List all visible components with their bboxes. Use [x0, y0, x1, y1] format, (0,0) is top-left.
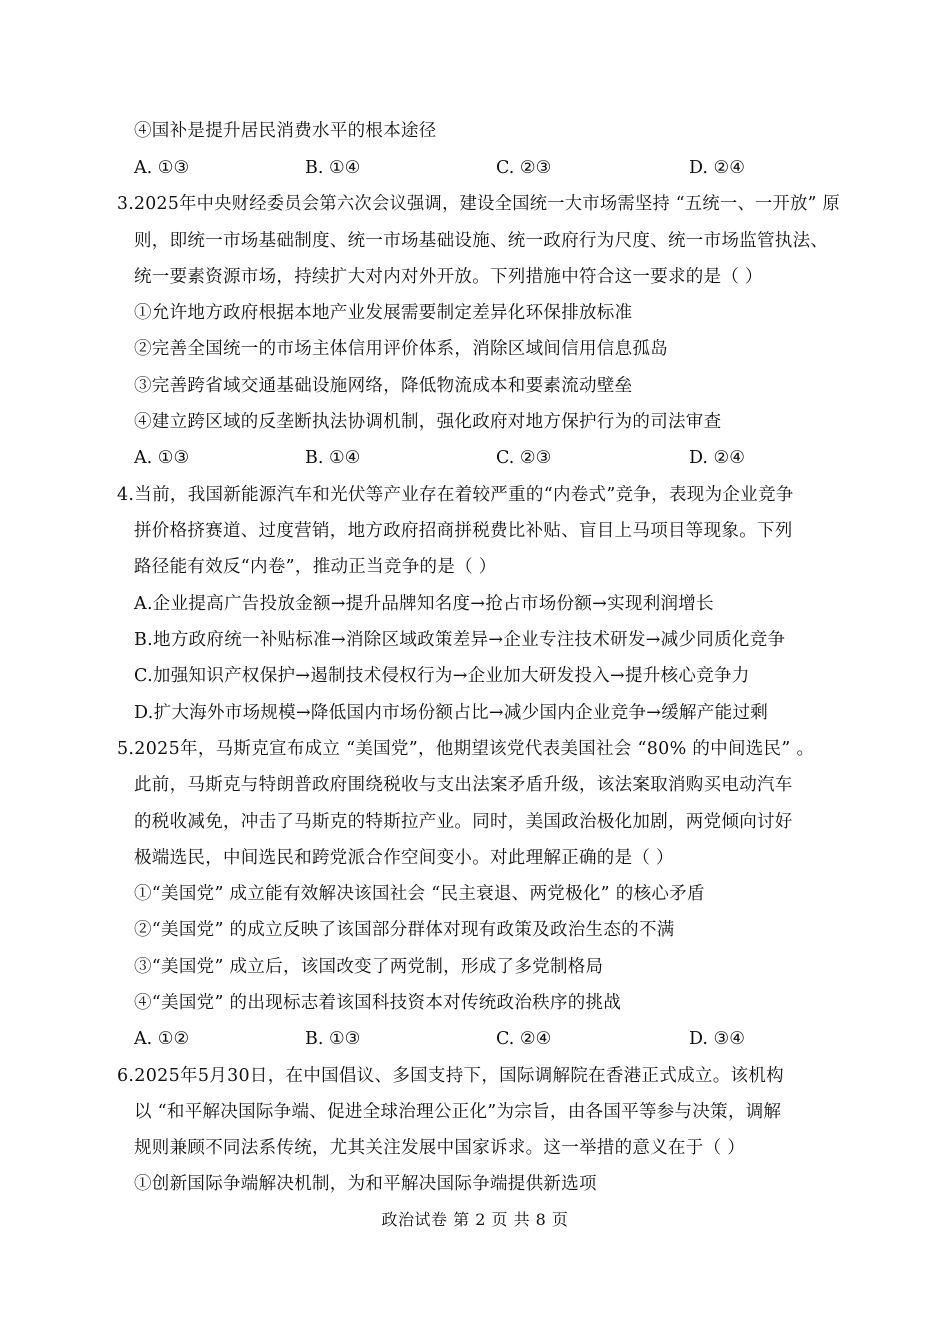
q6-stem-line-2: 以 “和平解决国际争端、促进全球治理公正化”为宗旨，由各国平等参与决策，调解 — [134, 1102, 782, 1122]
q6-option-1: ①创新国际争端解决机制，为和平解决国际争端提供新选项 — [134, 1174, 597, 1194]
q3-choice-b: B. ①④ — [305, 448, 361, 468]
page-footer: 政治试卷 第 2 页 共 8 页 — [381, 1210, 569, 1229]
q2-choice-a: A. ①③ — [134, 158, 190, 178]
q5-stem-line-4: 极端选民，中间选民和跨党派合作空间变小。对此理解正确的是（ ） — [134, 848, 674, 868]
q2-choice-b: B. ①④ — [305, 158, 361, 178]
q3-choice-a: A. ①③ — [134, 448, 190, 468]
q3-option-3: ③完善跨省域交通基础设施网络，降低物流成本和要素流动壁垒 — [134, 376, 633, 396]
q5-option-3: ③“美国党” 成立后，该国改变了两党制，形成了多党制格局 — [134, 957, 604, 977]
q4-option-a: A.企业提高广告投放金额→提升品牌知名度→抢占市场份额→实现利润增长 — [134, 594, 714, 614]
q3-option-1: ①允许地方政府根据本地产业发展需要制定差异化环保排放标准 — [134, 303, 633, 323]
q2-choice-d: D. ②④ — [689, 158, 745, 178]
q4-stem-line-2: 拼价格挤赛道、过度营销，地方政府招商拼税费比补贴、盲目上马项目等现象。下列 — [134, 521, 793, 541]
q5-choice-d: D. ③④ — [689, 1029, 745, 1049]
q2-choice-c: C. ②③ — [496, 158, 552, 178]
q3-stem-line-3: 统一要素资源市场，持续扩大对内对外开放。下列措施中符合这一要求的是（ ） — [134, 267, 763, 287]
q5-stem-line-1: 5.2025年，马斯克宣布成立 “美国党”，他期望该党代表美国社会 “80% 的中间选民” 。 — [117, 739, 815, 759]
q3-choice-d: D. ②④ — [689, 448, 745, 468]
q6-stem-line-3: 规则兼顾不同法系传统，尤其关注发展中国家诉求。这一举措的意义在于（ ） — [134, 1138, 746, 1158]
q3-option-4: ④建立跨区域的反垄断执法协调机制，强化政府对地方保护行为的司法审查 — [134, 412, 722, 432]
q5-stem-line-2: 此前，马斯克与特朗普政府围绕税收与支出法案矛盾升级，该法案取消购买电动汽车 — [134, 775, 793, 795]
q3-option-2: ②完善全国统一的市场主体信用评价体系，消除区域间信用信息孤岛 — [134, 339, 668, 359]
q4-option-b: B.地方政府统一补贴标准→消除区域政策差异→企业专注技术研发→减少同质化竞争 — [134, 630, 786, 650]
q6-stem-line-1: 6.2025年5月30日，在中国倡议、多国支持下，国际调解院在香港正式成立。该机构 — [117, 1066, 784, 1086]
q5-stem-line-3: 的税收减免，冲击了马斯克的特斯拉产业。同时，美国政治极化加剧，两党倾向讨好 — [134, 812, 793, 832]
q4-stem-line-1: 4.当前，我国新能源汽车和光伏等产业存在着较严重的“内卷式”竞争，表现为企业竞争 — [117, 485, 794, 505]
q5-option-2: ②“美国党” 的成立反映了该国部分群体对现有政策及政治生态的不满 — [134, 920, 675, 940]
q3-choice-c: C. ②③ — [496, 448, 552, 468]
q4-option-d: D.扩大海外市场规模→降低国内市场份额占比→减少国内企业竞争→缓解产能过剩 — [134, 703, 769, 723]
q5-choice-b: B. ①③ — [305, 1029, 361, 1049]
q5-option-4: ④“美国党” 的出现标志着该国科技资本对传统政治秩序的挑战 — [134, 993, 622, 1013]
q4-stem-line-3: 路径能有效反“内卷”，推动正当竞争的是（ ） — [134, 557, 497, 577]
q2-option-4: ④国补是提升居民消费水平的根本途径 — [134, 121, 437, 141]
q3-stem-line-2: 则，即统一市场基础制度、统一市场基础设施、统一政府行为尺度、统一市场监管执法、 — [134, 231, 829, 251]
q5-choice-a: A. ①② — [134, 1029, 190, 1049]
q3-stem-line-1: 3.2025年中央财经委员会第六次会议强调，建设全国统一大市场需坚持 “五统一、一开放” 原 — [117, 194, 841, 214]
q5-choice-c: C. ②④ — [496, 1029, 552, 1049]
q4-option-c: C.加强知识产权保护→遏制技术侵权行为→企业加大研发投入→提升核心竞争力 — [134, 666, 750, 686]
q5-option-1: ①“美国党” 成立能有效解决该国社会 “民主衰退、两党极化” 的核心矛盾 — [134, 884, 705, 904]
